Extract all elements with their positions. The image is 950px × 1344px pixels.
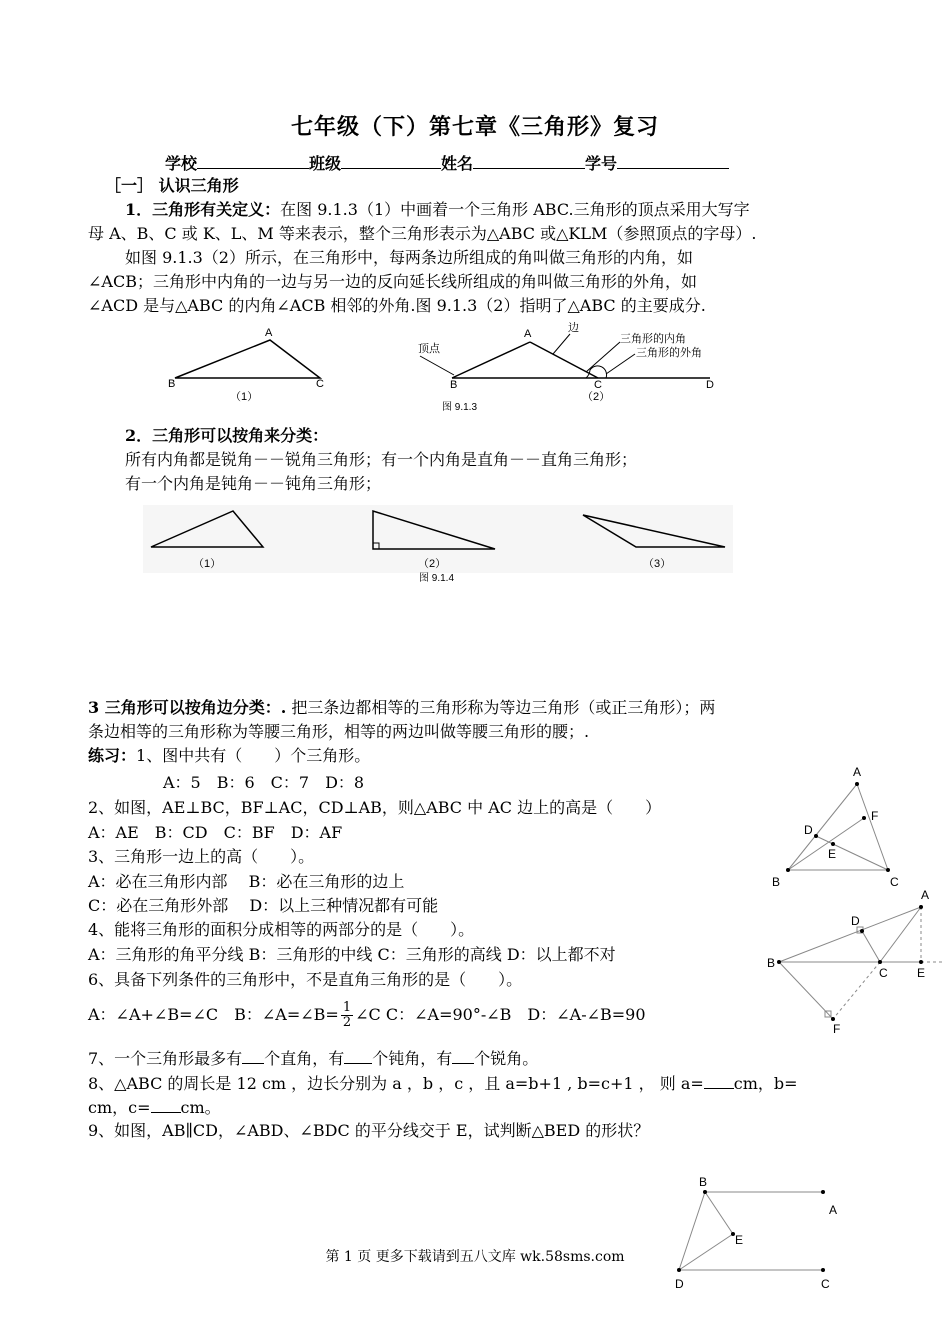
id-label: 学号: [585, 154, 618, 173]
class-label: 班级: [309, 154, 342, 173]
fraction-one-half: $\frac{1}{2}$: [342, 1000, 352, 1030]
point-label: B: [767, 956, 776, 970]
figure-q9: [665, 1172, 855, 1292]
exercise-q1: [88, 744, 370, 768]
figure-9-1-4: [143, 505, 733, 585]
q6-options: [88, 998, 646, 1032]
vertex-label: C: [316, 378, 324, 390]
exterior-angle-note: 三角形的外角: [636, 347, 702, 359]
vertex-label: B: [168, 378, 176, 390]
name-label: 姓名: [441, 154, 474, 173]
vertex-label: D: [706, 379, 714, 391]
interior-angle-note: 三角形的内角: [620, 333, 686, 345]
class-blank[interactable]: [341, 150, 441, 169]
point-label: F: [833, 1022, 841, 1035]
point-label: F: [871, 809, 879, 823]
paragraph-line: 如图 9.1.3（2）所示，在三角形中，每两条边所组成的角叫做三角形的内角，如: [125, 248, 693, 267]
paragraph-line: [125, 198, 750, 222]
question-text: 1、图中共有（ ）个三角形。: [136, 746, 371, 765]
section-heading: ［一］ 认识三角形: [105, 176, 239, 195]
vertex-label: B: [450, 379, 458, 391]
q6-text-b: ∠C C：∠A=90°-∠B D：∠A-∠B=90: [355, 1005, 646, 1024]
point-label: E: [735, 1233, 744, 1247]
q3-options-ab: A：必在三角形内部 B：必在三角形的边上: [88, 872, 405, 891]
school-label: 学校: [165, 154, 198, 173]
figure-q1: [760, 762, 920, 892]
point-label: B: [699, 1175, 708, 1189]
paragraph-line: 条边相等的三角形称为等腰三角形，相等的两边叫做等腰三角形的腰；.: [88, 722, 590, 741]
info-line: [165, 150, 729, 176]
point-label: D: [851, 914, 860, 928]
point-label: C: [821, 1277, 830, 1291]
point-label: E: [828, 847, 837, 861]
page-title: 七年级（下）第七章《三角形》复习: [290, 114, 659, 140]
exercise-q7: [88, 1045, 538, 1071]
q7-text: 7、一个三角形最多有: [88, 1049, 243, 1068]
figure-caption: （2）: [582, 391, 611, 403]
vertex-label: A: [524, 328, 532, 340]
q4-options: A：三角形的角平分线 B：三角形的中线 C：三角形的高线 D：以上都不对: [88, 945, 616, 964]
point-label: D: [675, 1277, 684, 1291]
q7-blank-right[interactable]: [242, 1045, 264, 1064]
figure-name: 图 9.1.3: [442, 402, 478, 413]
name-blank[interactable]: [473, 150, 585, 169]
point-label: E: [917, 966, 926, 980]
exercise-label: 练习：: [88, 746, 137, 765]
q8-text: cm，b=: [733, 1074, 798, 1093]
exercise-q4: 4、能将三角形的面积分成相等的两部分的是（ ）。: [88, 920, 475, 939]
paragraph-line: 所有内角都是锐角－－锐角三角形；有一个内角是直角－－直角三角形；: [125, 450, 638, 469]
q1-options: A：5 B：6 C：7 D：8: [163, 773, 365, 792]
q7-text: 个钝角，有: [372, 1049, 453, 1068]
triangle-1: [168, 327, 324, 403]
point-label: C: [890, 875, 899, 889]
id-blank[interactable]: [617, 150, 729, 169]
q3-options-cd: C：必在三角形外部 D：以上三种情况都有可能: [88, 896, 439, 915]
paragraph-line: 有一个内角是钝角－－钝角三角形；: [125, 474, 382, 493]
exercise-q8: [88, 1070, 798, 1096]
q6-text-a: A：∠A+∠B=∠C B：∠A=∠B=: [88, 1005, 339, 1024]
classification-heading: 2．三角形可以按角来分类：: [125, 426, 329, 445]
point-label: B: [772, 875, 781, 889]
q8-blank-c[interactable]: [151, 1094, 181, 1113]
paragraph-line: [88, 696, 715, 720]
point-label: C: [879, 966, 888, 980]
point-label: D: [804, 823, 813, 837]
q7-blank-acute[interactable]: [452, 1045, 474, 1064]
figure-caption: （2）: [418, 558, 447, 570]
paragraph-text: 在图 9.1.3（1）中画着一个三角形 ABC.三角形的顶点采用大写字: [280, 200, 750, 219]
q2-options: A：AE B：CD C：BF D：AF: [88, 823, 343, 842]
triangle-2: [418, 320, 714, 403]
edge-label: 边: [568, 322, 579, 334]
figure-caption: （1）: [193, 558, 222, 570]
point-label: A: [921, 888, 930, 902]
q7-text: 个直角，有: [264, 1049, 345, 1068]
figure-q3: [765, 885, 945, 1035]
exercise-q3: 3、三角形一边上的高（ ）。: [88, 847, 315, 866]
point-label: A: [829, 1203, 838, 1217]
q8-text: cm，c=: [88, 1098, 151, 1117]
exercise-q8-cont: [88, 1094, 221, 1120]
figure-caption: （1）: [230, 391, 259, 403]
point-label: A: [853, 765, 862, 779]
paragraph-line: ∠ACB；三角形中内角的一边与另一边的反向延长线所组成的角叫做三角形的外角，如: [88, 272, 697, 291]
figure-9-1-3: [150, 320, 750, 415]
figure-caption: （3）: [643, 558, 672, 570]
exercise-q9: 9、如图，AB∥CD，∠ABD、∠BDC 的平分线交于 E，试判断△BED 的形状？: [88, 1121, 650, 1140]
triangle-shape: [175, 340, 320, 378]
q8-text: cm。: [180, 1098, 221, 1117]
paragraph-line: ∠ACD 是与△ABC 的内角∠ACB 相邻的外角.图 9.1.3（2）指明了△ABC 的主要成分.: [88, 296, 706, 315]
side-classification-heading: 3 三角形可以按角边分类：.: [88, 698, 287, 717]
q7-text: 个锐角。: [474, 1049, 539, 1068]
q7-blank-obtuse[interactable]: [344, 1045, 372, 1064]
paragraph-text: 把三条边都相等的三角形称为等边三角形（或正三角形）；两: [286, 698, 716, 717]
figure-name: 图 9.1.4: [419, 573, 455, 584]
q8-blank-a[interactable]: [704, 1070, 734, 1089]
exercise-q2: 2、如图，AE⊥BC，BF⊥AC，CD⊥AB，则△ABC 中 AC 边上的高是（ ）: [88, 798, 662, 817]
vertex-note: 顶点: [418, 343, 440, 355]
school-blank[interactable]: [197, 150, 309, 169]
page-footer: 第 1 页 更多下载请到五八文库 wk.58sms.com: [325, 1249, 625, 1265]
definition-heading: 1．三角形有关定义：: [125, 200, 281, 219]
q8-text: 8、△ABC 的周长是 12 cm ，边长分别为 a ，b ，c ，且 a=b+1 , b=c+1 ， 则 a=: [88, 1074, 704, 1093]
paragraph-line: 母 A、B、C 或 K、L、M 等来表示，整个三角形表示为△ABC 或△KLM（参照顶点的字母）.: [88, 224, 757, 243]
vertex-label: A: [265, 327, 273, 339]
exercise-q6: 6、具备下列条件的三角形中，不是直角三角形的是（ ）。: [88, 970, 523, 989]
vertex-label: C: [594, 379, 602, 391]
